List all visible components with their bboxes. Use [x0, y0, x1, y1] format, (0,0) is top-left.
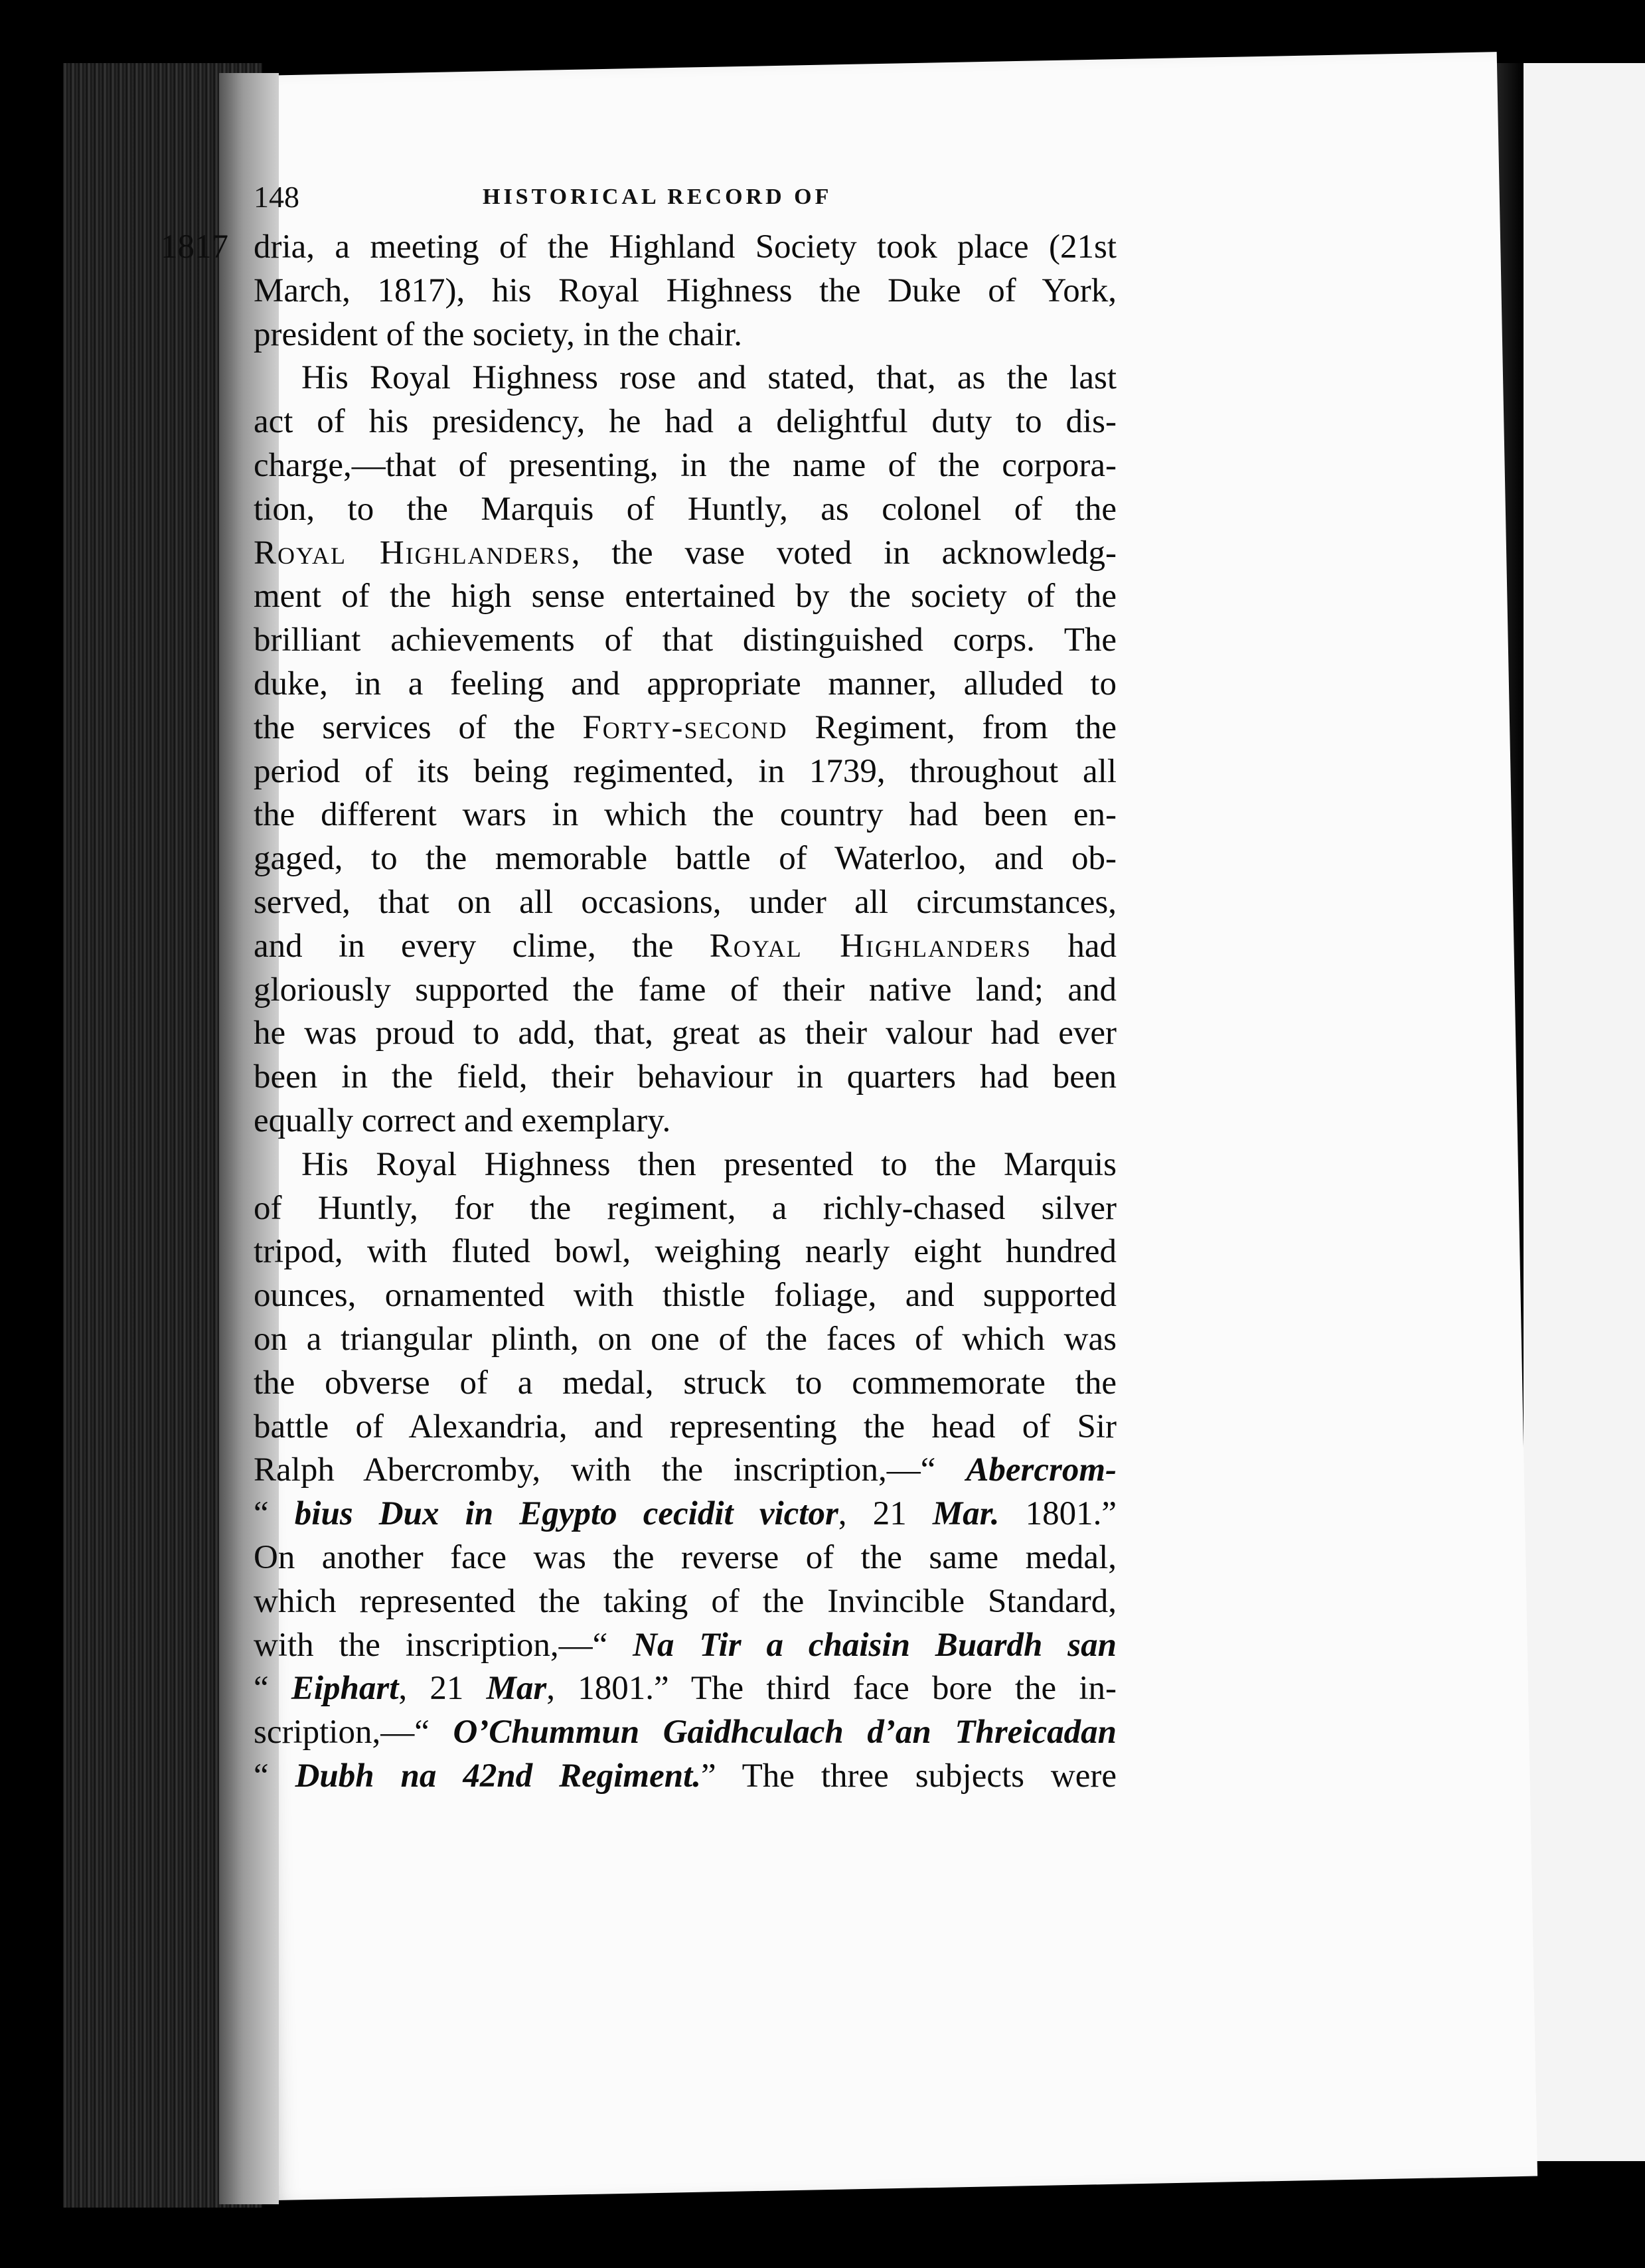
small-caps-text: Royal Highlanders: [709, 927, 1032, 965]
text-segment: which represented the taking of the Invincible Standard,: [254, 1582, 1117, 1620]
text-line: [254, 444, 1117, 488]
text-segment: period of its being regimented, in 1739, throughout all: [254, 752, 1117, 790]
text-line: [254, 1012, 1117, 1056]
text-line: [254, 1143, 1117, 1187]
text-line: [254, 1667, 1117, 1711]
text-segment: ment of the high sense entertained by the society of the: [254, 578, 1117, 615]
text-segment: had: [1031, 927, 1117, 965]
text-line: [254, 1755, 1117, 1799]
italic-inscription: Na Tir a chaisin Buardh san: [633, 1626, 1117, 1664]
text-line: [254, 706, 1117, 750]
text-segment: tripod, with fluted bowl, weighing nearly eight hundred: [254, 1233, 1117, 1271]
text-segment: the obverse of a medal, struck to commemorate the: [254, 1364, 1117, 1402]
text-segment: 1801.”: [999, 1495, 1117, 1533]
text-segment: president of the society, in the chair.: [254, 315, 742, 353]
text-segment: gloriously supported the fame of their native land; and: [254, 971, 1117, 1009]
text-line: [254, 1362, 1117, 1406]
text-segment: “: [254, 1670, 291, 1708]
text-segment: Regiment, from the: [787, 708, 1117, 746]
margin-year: 1817: [161, 228, 228, 266]
text-segment: ” The three subjects were: [701, 1757, 1117, 1795]
text-line: [254, 1230, 1117, 1274]
text-line: [254, 1187, 1117, 1231]
text-line: [254, 313, 1117, 357]
text-segment: “: [254, 1495, 295, 1533]
text-line: [254, 270, 1117, 313]
text-line: [254, 1711, 1117, 1755]
running-head: HISTORICAL RECORD OF: [483, 185, 832, 209]
text-segment: duke, in a feeling and appropriate manner, alluded to: [254, 665, 1117, 702]
text-line: [254, 750, 1117, 794]
text-line: [254, 1536, 1117, 1580]
small-caps-text: Royal Highlanders: [254, 534, 572, 572]
small-caps-text: Forty-second: [582, 708, 788, 746]
text-line: [254, 1449, 1117, 1493]
text-line: [254, 925, 1117, 969]
text-segment: His Royal Highness rose and stated, that, as the last: [301, 359, 1117, 397]
text-segment: dria, a meeting of the Highland Society took place (21st: [254, 228, 1117, 266]
text-line: [254, 969, 1117, 1012]
text-segment: tion, to the Marquis of Huntly, as colonel of the: [254, 490, 1117, 528]
text-line: [254, 1318, 1117, 1362]
text-segment: ounces, ornamented with thistle foliage, and supported: [254, 1277, 1117, 1315]
text-segment: served, that on all occasions, under all circumstances,: [254, 883, 1117, 921]
text-segment: , 21: [398, 1670, 487, 1708]
text-segment: on a triangular plinth, on one of the faces of which was: [254, 1320, 1117, 1358]
text-line: [254, 1056, 1117, 1099]
text-segment: he was proud to add, that, great as their valour had ever: [254, 1014, 1117, 1052]
text-segment: equally correct and exemplary.: [254, 1101, 671, 1139]
text-line: [254, 793, 1117, 837]
italic-inscription: Eiphart: [291, 1670, 399, 1708]
text-line: [254, 1099, 1117, 1143]
text-line: [254, 488, 1117, 532]
text-segment: , 1801.” The third face bore the in-: [546, 1670, 1117, 1708]
text-segment: and in every clime, the: [254, 927, 710, 965]
text-segment: of Huntly, for the regiment, a richly-chased silver: [254, 1189, 1117, 1227]
text-segment: , 21: [838, 1495, 933, 1533]
body-text: [161, 226, 1117, 1799]
text-line: [254, 881, 1117, 925]
italic-inscription: Mar.: [932, 1495, 1000, 1533]
text-line: [254, 1493, 1117, 1536]
text-segment: On another face was the reverse of the same medal,: [254, 1538, 1117, 1576]
italic-inscription: Mar: [486, 1670, 547, 1708]
text-segment: with the inscription,—“: [254, 1626, 633, 1664]
text-line: [254, 837, 1117, 881]
text-segment: , the vase voted in acknowledg-: [571, 534, 1117, 572]
text-segment: the different wars in which the country had been en-: [254, 796, 1117, 834]
text-segment: battle of Alexandria, and representing the head of Sir: [254, 1408, 1117, 1445]
text-line: [254, 532, 1117, 576]
text-line: [254, 1274, 1117, 1318]
page-number: 148: [254, 180, 299, 214]
italic-inscription: bius Dux in Egypto cecidit victor: [294, 1495, 838, 1533]
text-segment: the services of the: [254, 708, 583, 746]
text-segment: March, 1817), his Royal Highness the Duke of York,: [254, 272, 1117, 309]
text-segment: “: [254, 1757, 295, 1795]
text-segment: His Royal Highness then presented to the Marquis: [301, 1145, 1117, 1183]
italic-inscription: O’Chummun Gaidhculach d’an Threicadan: [453, 1714, 1117, 1751]
text-line: [254, 1406, 1117, 1449]
text-line: [254, 1624, 1117, 1668]
text-line: [254, 663, 1117, 706]
text-line: [254, 1580, 1117, 1624]
text-segment: charge,—that of presenting, in the name of the corpora-: [254, 446, 1117, 484]
text-segment: scription,—“: [254, 1714, 453, 1751]
text-segment: act of his presidency, he had a delightful duty to dis-: [254, 403, 1117, 441]
italic-inscription: Dubh na 42nd Regiment.: [295, 1757, 702, 1795]
text-line: [254, 575, 1117, 619]
text-segment: Ralph Abercromby, with the inscription,—“: [254, 1451, 967, 1489]
text-segment: brilliant achievements of that distinguished corps. The: [254, 621, 1117, 659]
text-line: [254, 357, 1117, 400]
text-line: [254, 619, 1117, 663]
text-segment: gaged, to the memorable battle of Waterloo, and ob-: [254, 840, 1117, 878]
italic-inscription: Abercrom-: [966, 1451, 1117, 1489]
text-line: [254, 400, 1117, 444]
facing-page-edge: [1524, 63, 1645, 2161]
text-segment: been in the field, their behaviour in quarters had been: [254, 1058, 1117, 1096]
text-line: [254, 226, 1117, 270]
